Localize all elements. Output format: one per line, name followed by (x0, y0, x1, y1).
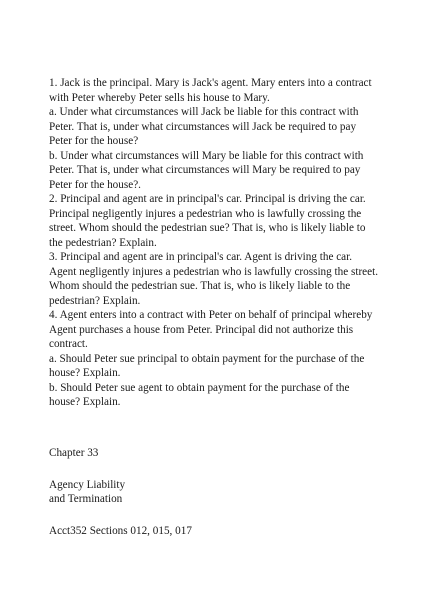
course-sections: Acct352 Sections 012, 015, 017 (49, 524, 192, 537)
chapter-number: Chapter 33 (49, 447, 99, 459)
chapter-title-line-2: and Termination (49, 493, 123, 505)
chapter-title (49, 478, 379, 507)
question-list (49, 76, 379, 410)
chapter-cover (49, 446, 379, 538)
question-1b: b. Under what circumstances will Mary be liable for this contract with Peter. That is, under what circumstances will Mary be required to pay Peter for the house?. (49, 149, 364, 191)
question-4a: a. Should Peter sue principal to obtain payment for the purchase of the house? Explain. (49, 352, 365, 379)
question-1: 1. Jack is the principal. Mary is Jack's agent. Mary enters into a contract with Peter whereby Peter sells his house to Mary. (49, 77, 372, 104)
question-4b: b. Should Peter sue agent to obtain payment for the purchase of the house? Explain. (49, 381, 350, 408)
question-4: 4. Agent enters into a contract with Peter on behalf of principal whereby Agent purchases a house from Peter. Principal did not authorize this contract. (49, 309, 373, 350)
chapter-title-line-1: Agency Liability (49, 478, 126, 491)
question-3: 3. Principal and agent are in principal's car. Agent is driving the car. Agent negligently injures a pedestrian who is lawfully crossing the street. Whom should the pedestrian sue. That is, who is likely liable to the pedestrian? Explain. (49, 251, 379, 307)
question-2: 2. Principal and agent are in principal's car. Principal is driving the car. Principal negligently injures a pedestrian who is lawfully crossing the street. Whom should the pedestrian sue? That is, who is likely liable to the pedestrian? Explain. (49, 193, 366, 249)
question-1a: a. Under what circumstances will Jack be liable for this contract with Peter. That is, under what circumstances will Jack be required to pay Peter for the house? (49, 106, 359, 147)
